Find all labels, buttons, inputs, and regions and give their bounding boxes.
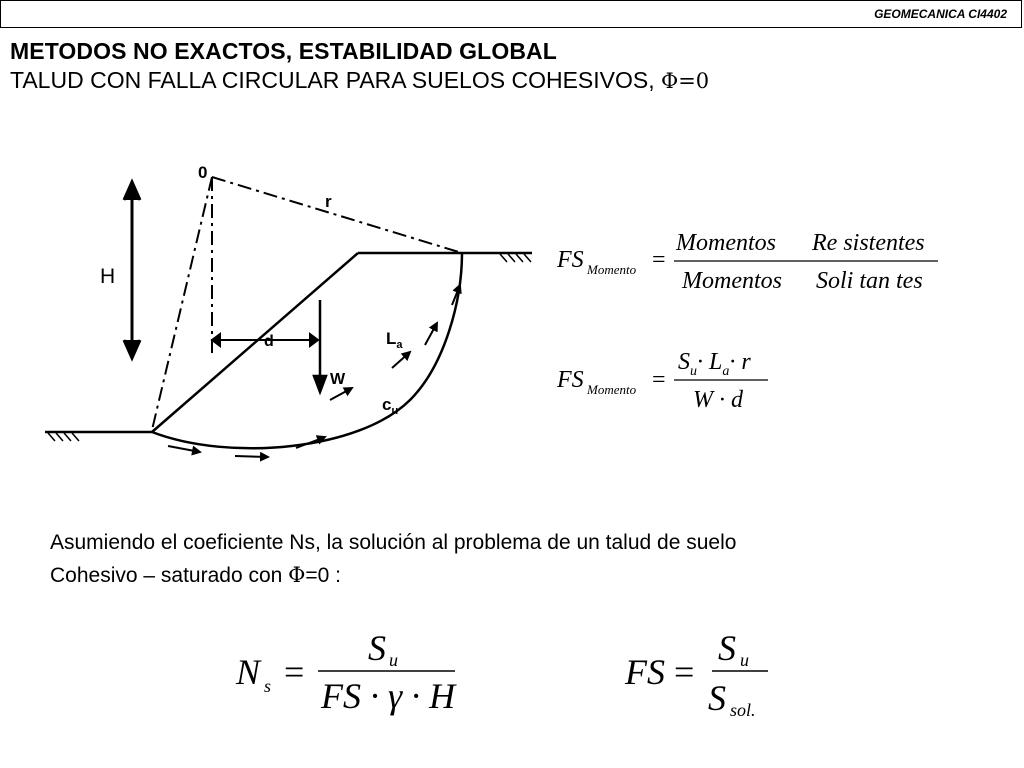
f1-num-b: Re sistentes (812, 230, 925, 256)
f1-num-a: Momentos (676, 230, 776, 256)
f4-num: S (718, 628, 736, 668)
f3-lhs-sub: s (264, 676, 272, 696)
f3-lhs: N (236, 652, 261, 692)
phi-symbol: Φ=0 (661, 69, 710, 93)
cu-sub: u (391, 405, 399, 417)
f2-num-s: S (678, 349, 690, 375)
height-label: H (100, 265, 116, 288)
f4-lhs: FS (625, 652, 665, 692)
f1-fs-sub: Momento (587, 262, 637, 277)
f2-num-rest: · L (697, 349, 723, 375)
f3-num: S (368, 628, 386, 668)
f2-equals: = (652, 367, 666, 393)
center-label: 0 (198, 163, 208, 182)
f2-num-sub2: a (722, 364, 730, 379)
f2-den: W · d (693, 387, 743, 413)
f4-equals: = (674, 652, 695, 692)
f1-fs: FS (557, 247, 584, 273)
f3-den: FS · γ · H (321, 676, 456, 716)
f4-den-sub: sol. (730, 700, 756, 720)
f3-equals: = (284, 652, 305, 692)
course-label: GEOMECANICA CI4402 (874, 7, 1007, 21)
w-label: W (330, 371, 346, 388)
page-title: METODOS NO EXACTOS, ESTABILIDAD GLOBAL (10, 38, 557, 64)
f2-num-rest2: · r (729, 349, 751, 375)
f2-num-sub: u (690, 364, 697, 379)
body-line-1: Asumiendo el coeficiente Ns, la solución al problema de un talud de suelo (50, 531, 737, 554)
f3-num-sub: u (389, 650, 398, 670)
body-line-2-prefix: Cohesivo – saturado con (50, 564, 289, 587)
d-label: d (264, 333, 274, 350)
f1-den-a: Momentos (682, 268, 782, 294)
body-phi: Φ (288, 563, 306, 587)
cu-main: c (382, 395, 392, 414)
radius-label: r (325, 192, 332, 211)
la-main: L (386, 329, 397, 348)
body-line-2-suffix: =0 : (305, 564, 341, 587)
f2-fs-sub: Momento (587, 382, 637, 397)
la-sub: a (396, 339, 403, 351)
f4-den: S (708, 678, 726, 718)
f1-equals: = (652, 247, 666, 273)
subtitle-text: TALUD CON FALLA CIRCULAR PARA SUELOS COHESIVOS, (10, 67, 661, 93)
f2-fs: FS (557, 367, 584, 393)
f4-num-sub: u (740, 650, 749, 670)
f1-den-b: Soli tan tes (816, 268, 923, 294)
